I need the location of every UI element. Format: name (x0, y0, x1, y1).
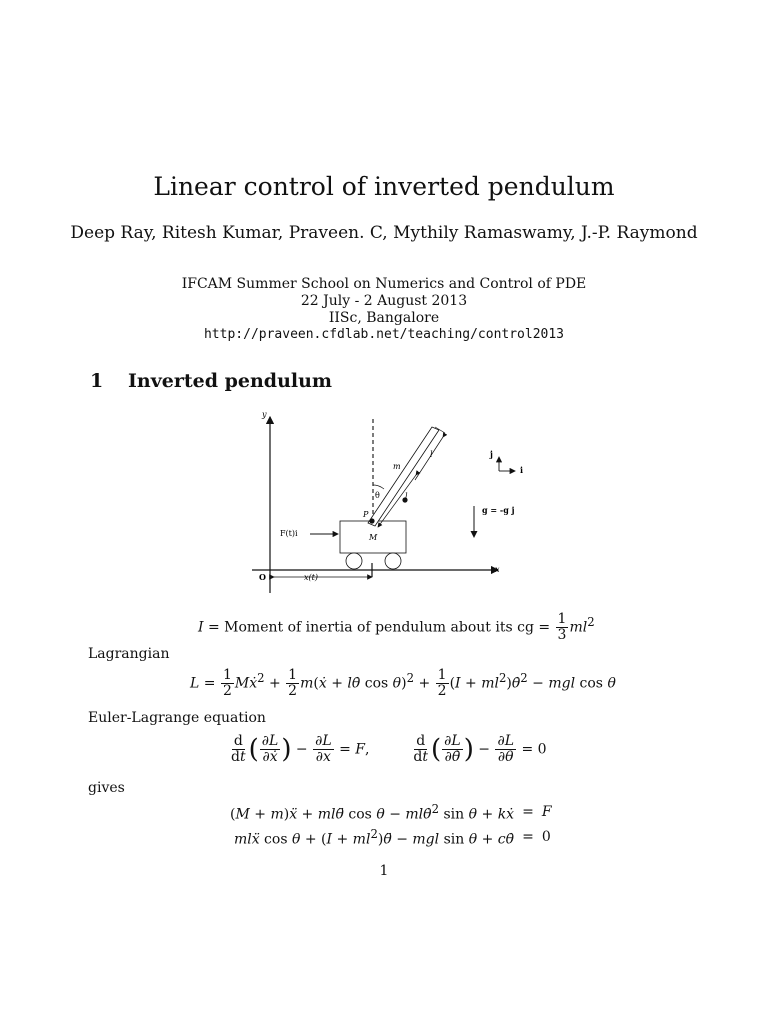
page-number: 1 (379, 863, 389, 879)
cart-wheel-left (346, 553, 362, 569)
cart-mass-label: M (369, 533, 378, 542)
x-axis-label: x (495, 565, 500, 574)
section-number: 1 (90, 370, 104, 392)
lagrangian-label: Lagrangian (88, 646, 170, 662)
gives-label: gives (88, 780, 125, 796)
pivot-label: P (363, 510, 369, 519)
pivot-point (369, 518, 374, 523)
cart-position-label: x(t) (304, 573, 318, 582)
unit-i-label: i (520, 465, 524, 475)
force-label: F(t)i (280, 529, 298, 538)
affiliation-line-3: IISc, Bangalore (328, 310, 440, 326)
pendulum-rod (368, 427, 439, 526)
angle-label: θ (375, 491, 380, 500)
origin-label: O (259, 572, 266, 582)
unit-j-label: j (490, 449, 493, 459)
cart-wheel-right (385, 553, 401, 569)
y-axis-label: y (262, 410, 267, 419)
equation-of-motion-2: mlẍ $\cos \theta + (I + ml^2)\thetä$ − mgl sin θ + cθ̇ = 0 (233, 826, 551, 848)
equation-of-motion-1: (M + m)ẍ + mlθ̈ cos θ − mlθ̇$^2$ sin θ + kẋ = F (230, 802, 552, 823)
affiliation-line-2: 22 July - 2 August 2013 (300, 293, 468, 309)
length-label-lower: l (405, 492, 408, 501)
paper-title: Linear control of inverted pendulum (153, 172, 615, 201)
course-url[interactable]: http://praveen.cfdlab.net/teaching/control2013 (203, 327, 565, 342)
pendulum-figure (240, 405, 540, 595)
lagrangian-equation: L = $\frac{1}{2}$ Mẋ$^2$ + $\frac{1}{2}$ m(ẋ + lθ̇ cos θ)$^2$ + $\frac{1}{2}$ $(I + ml^2)\thetȧ^2$ − mgl cos θ (190, 667, 616, 699)
gravity-label: g = -g j (482, 505, 515, 515)
length-label-upper: l (430, 450, 433, 459)
pendulum-mass-label: m (393, 462, 401, 471)
section-title: Inverted pendulum (128, 370, 333, 392)
inertia-equation: I = Moment of inertia of pendulum about its cg = $\frac{1}{3}$ $ml^2$ (198, 611, 595, 643)
affiliation-line-1: IFCAM Summer School on Numerics and Control of PDE (181, 276, 587, 292)
angle-arc (373, 485, 384, 489)
euler-lagrange-label: Euler-Lagrange equation (88, 710, 266, 726)
equations-of-motion (226, 800, 556, 849)
author-list: Deep Ray, Ritesh Kumar, Praveen. C, Mythily Ramaswamy, J.-P. Raymond (70, 223, 698, 243)
euler-lagrange-equations: $\frac{d}{dt}$ ( $\frac{\partial L}{\text{∂ẋ}}$ ) − $\frac{\partial L}{\partial x}$ = F, $\frac{d}{dt}$ ( $\frac{\partial L}{\partial\thetȧ}$ ) − $\frac{\partial L}{\partial\theta}$ = 0 (231, 733, 547, 765)
